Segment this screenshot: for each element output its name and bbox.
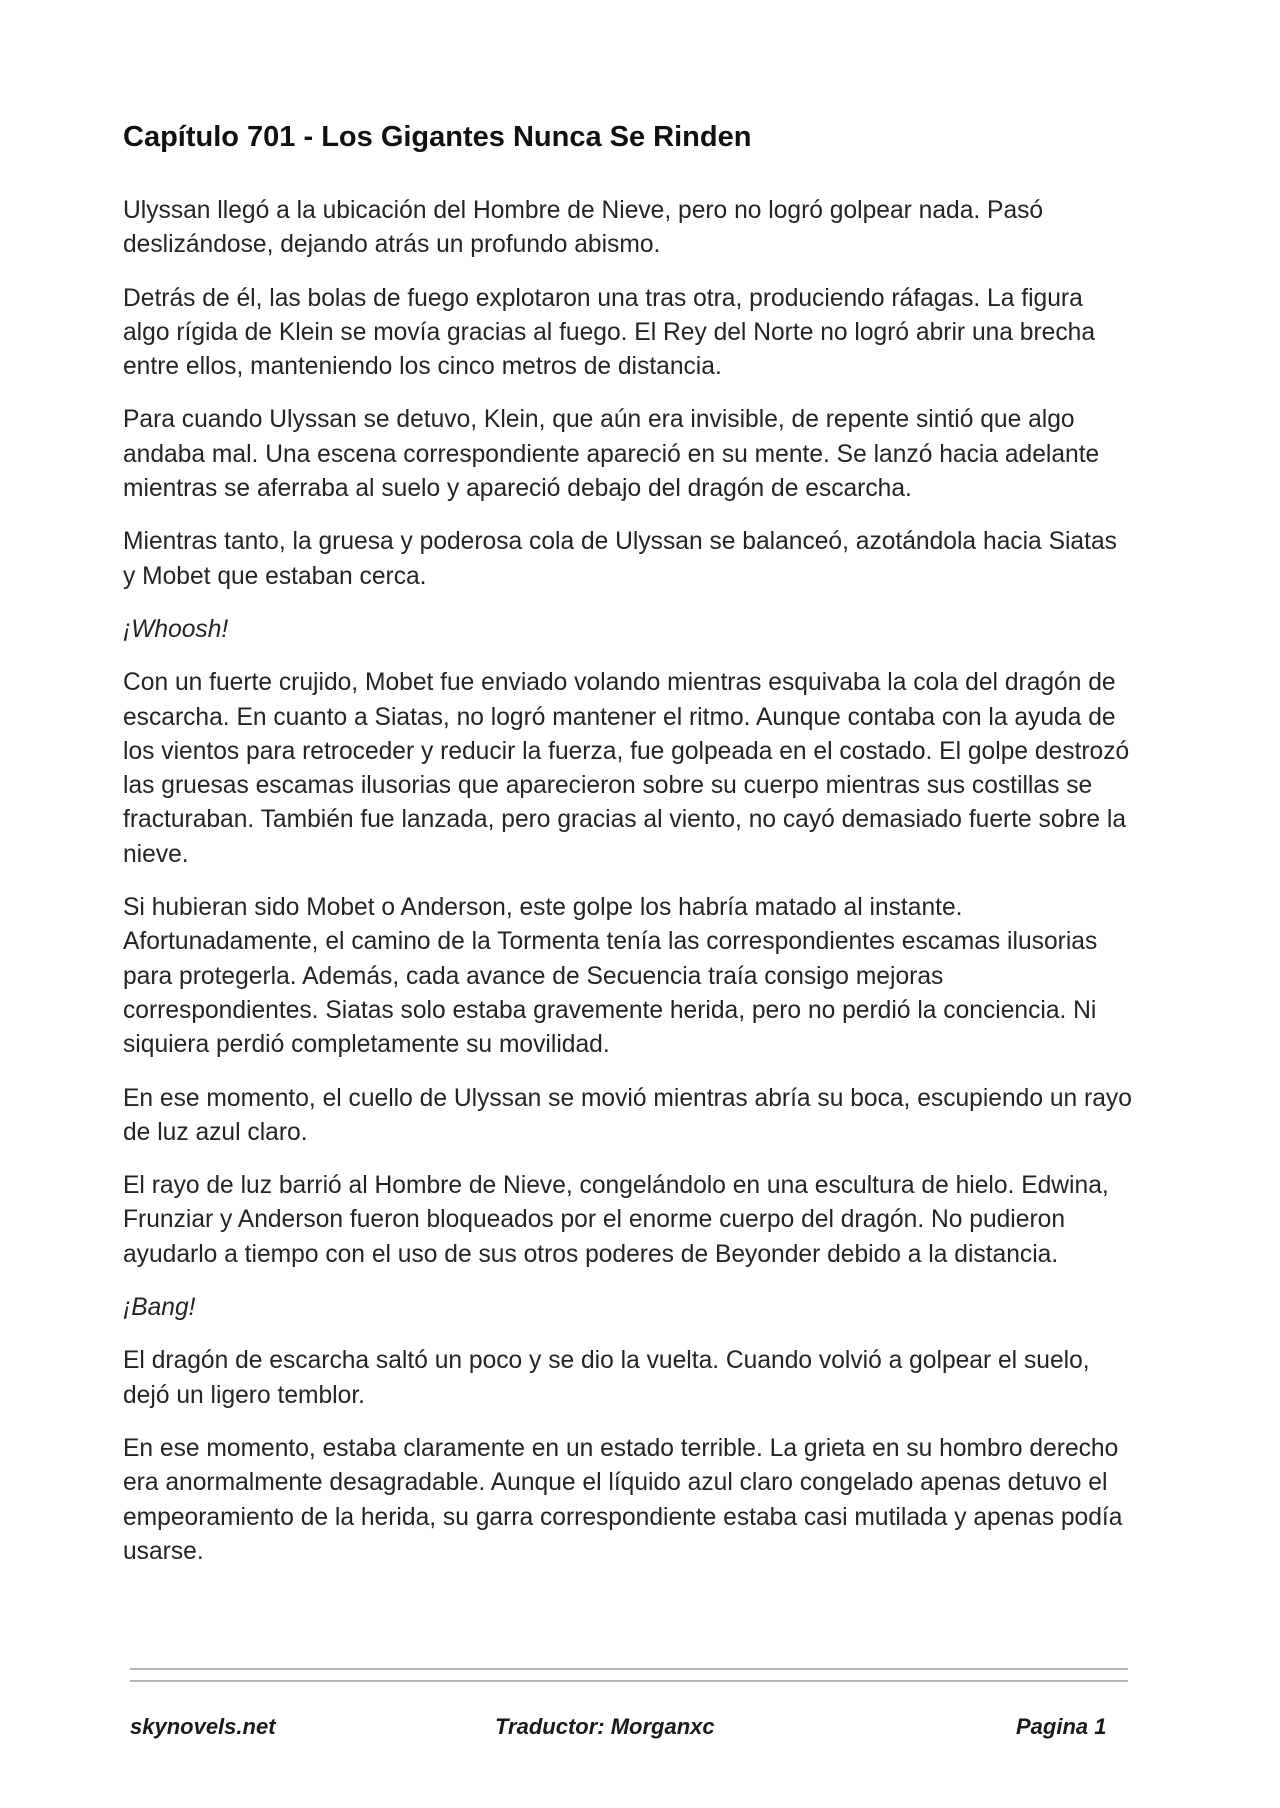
footer-divider-bottom <box>130 1680 1128 1682</box>
body-paragraph: Mientras tanto, la gruesa y poderosa cola de Ulyssan se balanceó, azotándola hacia Siatas y Mobet que estaban cerca. <box>123 528 1117 590</box>
chapter-title: Capítulo 701 - Los Gigantes Nunca Se Rinden <box>123 121 752 153</box>
footer-page-number: Pagina 1 <box>1016 1714 1107 1739</box>
body-paragraph: Ulyssan llegó a la ubicación del Hombre de Nieve, pero no logró golpear nada. Pasó deslizándose, dejando atrás un profundo abismo. <box>123 197 1044 259</box>
body-paragraph: Detrás de él, las bolas de fuego explotaron una tras otra, produciendo ráfagas. La figura algo rígida de Klein se movía gracias al fuego. El Rey del Norte no logró abrir una brecha entre ellos, manteniendo los cinco metros de distancia. <box>123 284 1096 381</box>
body-paragraph: Con un fuerte crujido, Mobet fue enviado volando mientras esquivaba la cola del dragón de escarcha. En cuanto a Siatas, no logró mantener el ritmo. Aunque contaba con la ayuda de los vientos para retroceder y reducir la fuerza, fue golpeada en el costado. El golpe destrozó las gruesas escamas ilusorias que aparecieron sobre su cuerpo mientras sus costillas se fracturaban. También fue lanzada, pero gracias al viento, no cayó demasiado fuerte sobre la nieve. <box>123 669 1130 868</box>
body-paragraph: Si hubieran sido Mobet o Anderson, este golpe los habría matado al instante. Afortunadamente, el camino de la Tormenta tenía las correspondientes escamas ilusorias para protegerla. Además, cada avance de Secuencia traía consigo mejoras correspondientes. Siatas solo estaba gravemente herida, pero no perdió la conciencia. Ni siquiera perdió completamente su movilidad. <box>123 894 1098 1059</box>
body-paragraph: En ese momento, el cuello de Ulyssan se movió mientras abría su boca, escupiendo un rayo de luz azul claro. <box>123 1084 1132 1146</box>
body-paragraph: El rayo de luz barrió al Hombre de Nieve, congelándolo en una escultura de hielo. Edwina, Frunziar y Anderson fueron bloqueados por el enorme cuerpo del dragón. No pudieron ayudarlo a tiempo con el uso de sus otros poderes de Beyonder debido a la distancia. <box>123 1172 1109 1268</box>
body-paragraph: El dragón de escarcha saltó un poco y se dio la vuelta. Cuando volvió a golpear el suelo, dejó un ligero temblor. <box>123 1347 1090 1409</box>
body-paragraph: En ese momento, estaba claramente en un estado terrible. La grieta en su hombro derecho era anormalmente desagradable. Aunque el líquido azul claro congelado apenas detuvo el empeoramiento de la herida, su garra correspondiente estaba casi mutilada y apenas podía usarse. <box>123 1434 1123 1565</box>
sound-effect-paragraph: ¡Bang! <box>123 1294 196 1322</box>
body-paragraph: Para cuando Ulyssan se detuvo, Klein, que aún era invisible, de repente sintió que algo andaba mal. Una escena correspondiente apareció en su mente. Se lanzó hacia adelante mientras se aferraba al suelo y apareció debajo del dragón de escarcha. <box>123 406 1100 503</box>
footer-translator: Traductor: Morganxc <box>495 1714 715 1739</box>
chapter-body <box>123 194 1133 1588</box>
sound-effect-paragraph: ¡Whoosh! <box>123 615 229 643</box>
footer-divider-top <box>130 1668 1128 1670</box>
footer-site-name: skynovels.net <box>130 1714 276 1739</box>
document-page <box>123 0 1133 1808</box>
